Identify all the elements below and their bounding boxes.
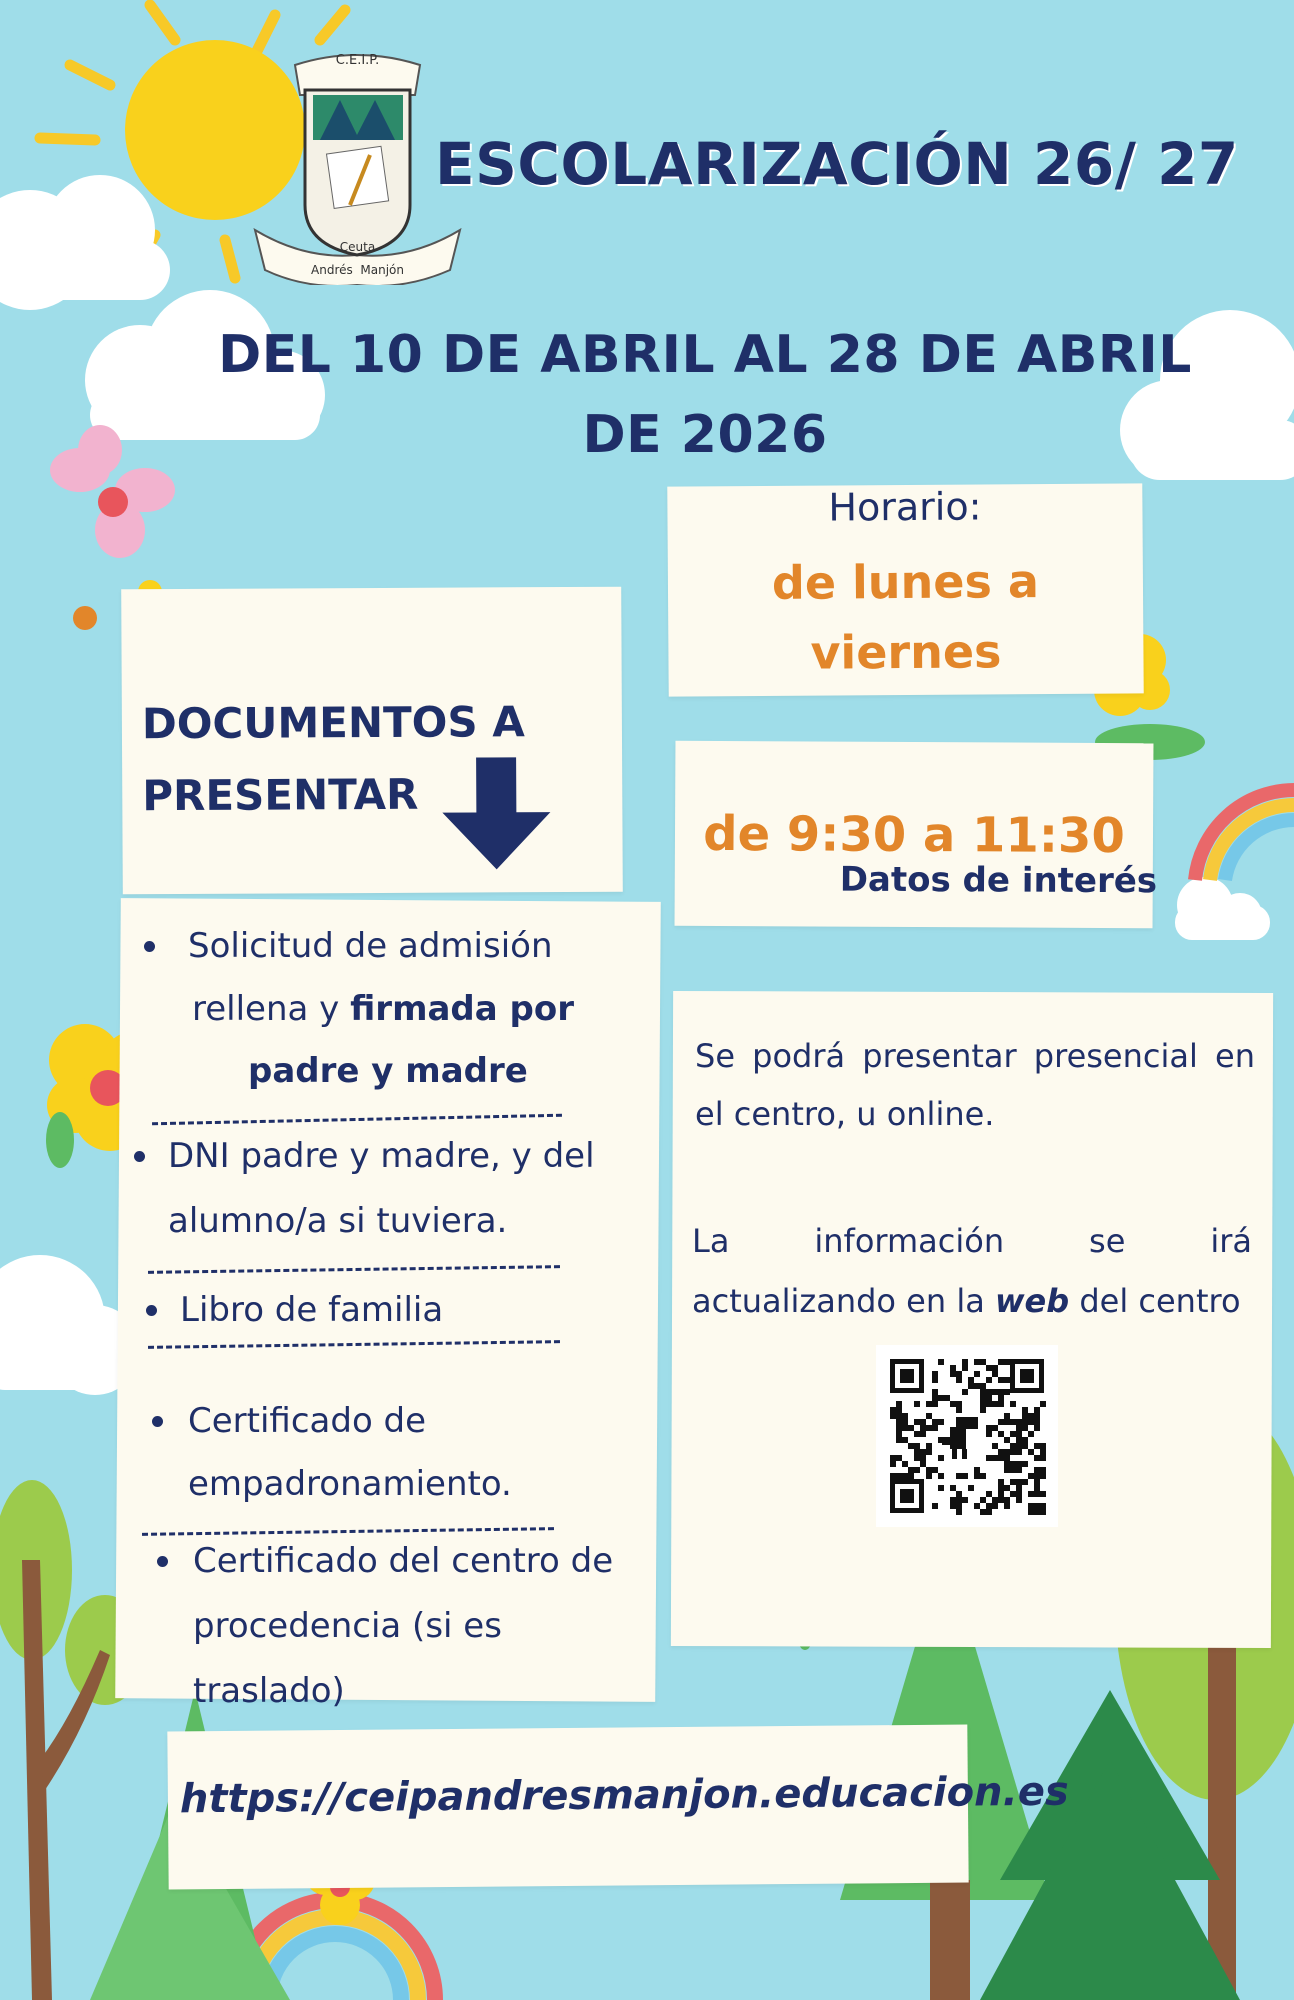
web-emphasis: web bbox=[994, 1282, 1070, 1320]
schedule-days-line-2: viernes bbox=[810, 624, 1002, 680]
interest-heading: Datos de interés bbox=[839, 859, 1158, 902]
doc-item-1-line-1: Solicitud de admisión bbox=[188, 926, 553, 966]
list-item-continuation: procedencia (si es bbox=[193, 1606, 502, 1646]
info-paragraph-1-line-1: Se podrá presentar presencial en bbox=[695, 1037, 1255, 1075]
crest-top-text: C.E.I.P. bbox=[335, 53, 380, 68]
list-item: Libro de familia bbox=[180, 1279, 443, 1341]
schedule-hours-card bbox=[675, 741, 1158, 929]
rainbow-icon bbox=[1195, 790, 1294, 880]
list-item-continuation: empadronamiento. bbox=[188, 1464, 512, 1504]
list-item: DNI padre y madre, y del bbox=[168, 1125, 595, 1187]
list-item-continuation: alumno/a si tuviera. bbox=[168, 1201, 508, 1241]
cloud-icon bbox=[0, 175, 170, 310]
info-paragraph-1-line-2: el centro, u online. bbox=[695, 1095, 995, 1133]
schedule-label: Horario: bbox=[828, 484, 982, 530]
schedule-hours: de 9:30 a 11:30 bbox=[703, 805, 1125, 865]
documents-heading-line-2: PRESENTAR bbox=[142, 769, 419, 821]
schedule-days-line-1: de lunes a bbox=[771, 554, 1040, 610]
crest-bottom-text: Andrés Manjón bbox=[311, 263, 404, 277]
list-item-continuation: rellena y firmada por bbox=[192, 989, 575, 1029]
website-url-link[interactable]: https://ceipandresmanjon.educacion.es bbox=[179, 1768, 1069, 1823]
arrow-down-icon bbox=[440, 757, 553, 873]
dates-line-1: DEL 10 DE ABRIL AL 28 DE ABRIL bbox=[218, 325, 1192, 385]
list-item: Certificado de bbox=[188, 1390, 426, 1452]
documents-heading-line-1: DOCUMENTOS A bbox=[141, 697, 525, 749]
crest-city-text: Ceuta bbox=[339, 240, 376, 254]
dates-line-2: DE 2026 bbox=[582, 405, 828, 465]
info-paragraph-2-line-1: La información se irá bbox=[692, 1222, 1252, 1260]
page-title: ESCOLARIZACIÓN 26/ 27 bbox=[435, 130, 1239, 198]
documents-heading-card bbox=[121, 587, 623, 895]
website-card bbox=[167, 1725, 1069, 1890]
list-item-continuation: traslado) bbox=[193, 1671, 345, 1711]
qr-code[interactable] bbox=[876, 1345, 1058, 1527]
list-item bbox=[188, 915, 553, 977]
list-item-continuation: padre y madre bbox=[248, 1051, 528, 1091]
cloud-icon bbox=[1175, 877, 1270, 940]
dinosaur-icon bbox=[942, 1417, 978, 1459]
info-paragraph-2-line-2: actualizando en la web del centro bbox=[692, 1282, 1241, 1320]
schedule-days-card bbox=[667, 483, 1143, 696]
list-item: Certificado del centro de bbox=[193, 1530, 613, 1592]
